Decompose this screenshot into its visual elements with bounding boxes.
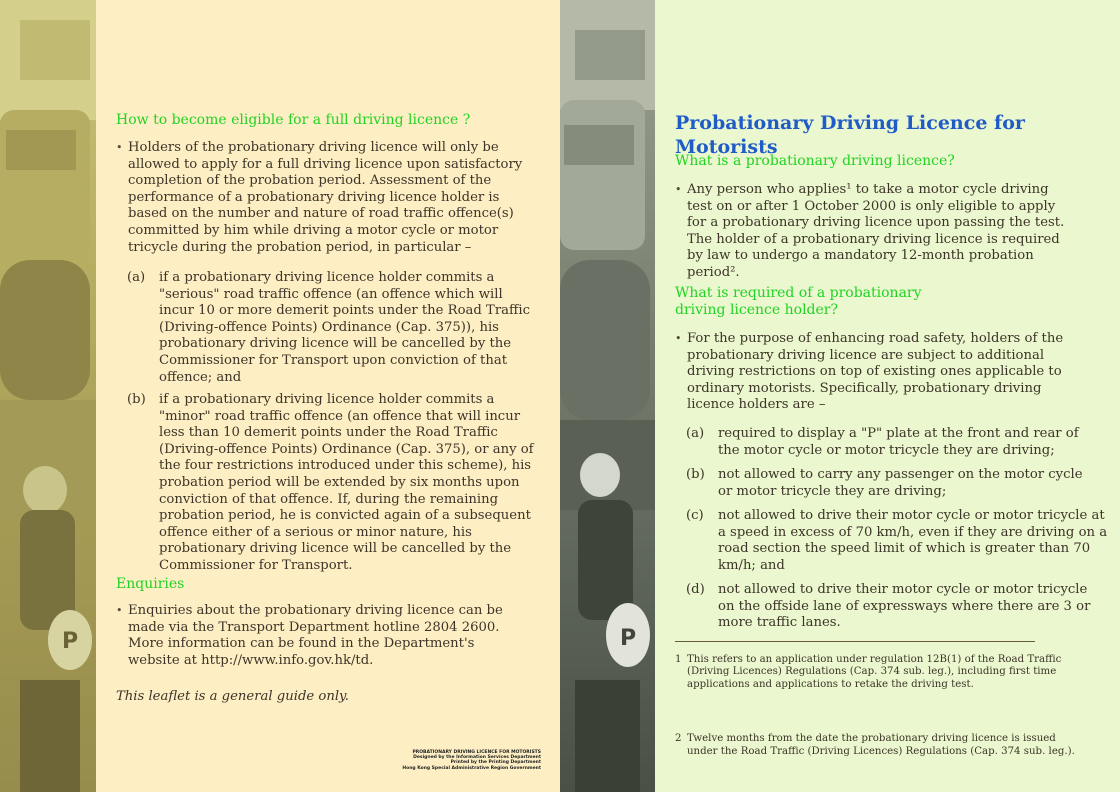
- heading-eligibility: How to become eligible for a full driving licence ?: [116, 112, 471, 128]
- heading-requirements: [675, 285, 922, 319]
- restriction-text-b: not allowed to carry any passenger on the motor cycle or motor tricycle they are driving;: [718, 467, 1083, 499]
- footnote-1: [675, 654, 1077, 691]
- restriction-label-b: (b): [686, 467, 705, 482]
- street-photo-illustration: [0, 0, 96, 792]
- condition-item-b: [127, 392, 549, 575]
- footnote-text-2: Twelve months from the date the probationary driving licence is issued under the Road Traffic (Driving Licences) Regulations (Cap. 374 sub. leg.).: [687, 733, 1075, 757]
- enquiries-paragraph: • Enquiries about the probationary driving licence can be made via the Transport Department hotline 2804 2600. More information can be found in the Department's website at http://www.info.gov.hk/td.: [116, 603, 503, 669]
- leaflet-title: Probationary Driving Licence for Motorists: [675, 112, 1025, 158]
- restriction-text-c: not allowed to drive their motor cycle or motor tricycle at a speed in excess of 70 km/h, even if they are driving on a road section the speed limit of which is greater than 70 km/h; and: [718, 508, 1108, 573]
- restriction-label-d: (d): [686, 582, 705, 597]
- condition-text-a: if a probationary driving licence holder commits a "serious" road traffic offence (an offence which will incur 10 or more demerit points under the Road Traffic (Driving-offence Points) Ordinance (Cap. 375)), his probationary driving licence will be cancelled by the Commissioner for Transport upon conviction of that offence; and: [159, 270, 530, 385]
- eligibility-paragraph: • Holders of the probationary driving licence will only be allowed to apply for a full driving licence upon satisfactory completion of the probation period. Assessment of the performance of a probationary driving licence holder is based on the number and nature of road traffic offence(s) committed by him while driving a motor cycle or motor tricycle during the probation period, in particular –: [116, 140, 533, 256]
- restriction-item-d: [686, 582, 1098, 632]
- restriction-label-a: (a): [686, 426, 705, 441]
- condition-text-b: if a probationary driving licence holder commits a "minor" road traffic offence (an offence that will incur less than 10 demerit points under the Road Traffic (Driving-offence Points) Ordinance (Cap. 375), or any of the four restrictions introduced under this scheme), his probation period will be extended by six months upon conviction of that offence. If, during the remaining probation period, he is convicted again of a subsequent offence either of a serious or minor nature, his probationary driving licence will be cancelled by the Commissioner for Transport.: [159, 392, 534, 573]
- condition-item-a: [127, 270, 539, 386]
- condition-label-a: (a): [127, 270, 146, 285]
- imprint-line-2: Designed by the Information Services Department: [413, 755, 541, 761]
- condition-label-b: (b): [127, 392, 146, 407]
- restriction-item-a: [686, 426, 1098, 459]
- heading-enquiries: Enquiries: [116, 576, 185, 592]
- heading-requirements-line-2: driving licence holder?: [675, 302, 838, 318]
- restriction-label-c: (c): [686, 508, 704, 523]
- what-is-paragraph: • Any person who applies¹ to take a motor cycle driving test on or after 1 October 2000 is only eligible to apply for a probationary driving licence upon passing the test. The holder of a probationary driving licence is required by law to undergo a mandatory 12-month probation period².: [675, 182, 1067, 282]
- footnote-number-1: 1: [675, 654, 682, 665]
- svg-text:P: P: [62, 629, 79, 654]
- heading-requirements-line-1: What is required of a probationary: [675, 285, 922, 301]
- motorcycle-photo-strip-right: [560, 0, 655, 792]
- restriction-text-d: not allowed to drive their motor cycle or motor tricycle on the offside lane of expressways where there are 3 or more traffic lanes.: [718, 582, 1091, 631]
- general-guide-note: This leaflet is a general guide only.: [116, 689, 349, 704]
- left-panel: [96, 0, 560, 792]
- imprint-block: [356, 750, 541, 771]
- restriction-item-b: [686, 467, 1098, 500]
- imprint-line-4: Hong Kong Special Administrative Region Government: [402, 765, 541, 771]
- restriction-text-a: required to display a "P" plate at the front and rear of the motor cycle or motor tricycle they are driving;: [718, 426, 1079, 458]
- requirements-paragraph: • For the purpose of enhancing road safety, holders of the probationary driving licence are subject to additional driving restrictions on top of existing ones applicable to ordinary motorists. Specifically, probationary driving licence holders are –: [675, 331, 1083, 414]
- footnote-divider: [675, 641, 1035, 642]
- footnote-number-2: 2: [675, 733, 682, 745]
- imprint-line-3: Printed by the Printing Department: [450, 760, 541, 766]
- heading-what-is: What is a probationary driving licence?: [675, 153, 955, 169]
- footnote-text-1: This refers to an application under regulation 12B(1) of the Road Traffic (Driving Licences) Regulations (Cap. 374 sub. leg.), including first time applications and applications to retake the driving test.: [687, 654, 1062, 690]
- restriction-item-c: [686, 508, 1108, 574]
- motorcycle-photo-strip-left: [0, 0, 96, 792]
- footnote-2: [675, 733, 1077, 758]
- street-photo-illustration-2: [560, 0, 655, 792]
- svg-text:P: P: [620, 626, 637, 651]
- right-panel: [655, 0, 1120, 792]
- imprint-line-1: PROBATIONARY DRIVING LICENCE FOR MOTORISTS: [412, 750, 541, 755]
